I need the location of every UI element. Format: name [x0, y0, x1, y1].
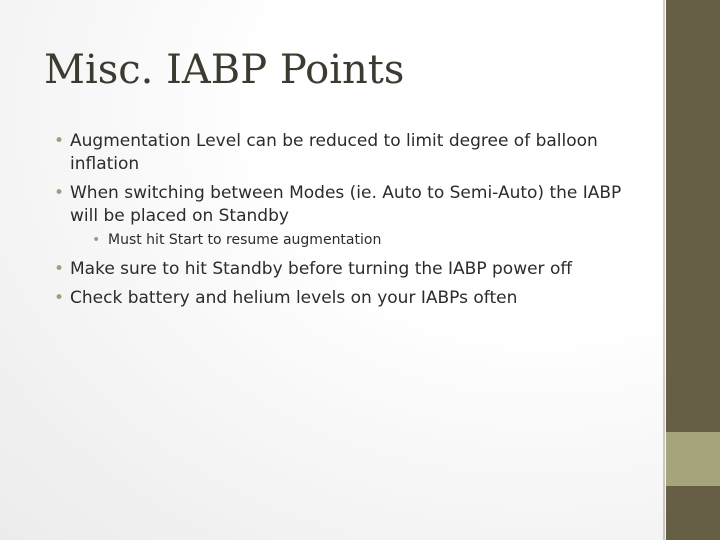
- bullet-item: [52, 287, 642, 310]
- bullet-item: [52, 130, 642, 176]
- bullet-text: Augmentation Level can be reduced to limit degree of balloon inflation: [70, 131, 598, 174]
- bullet-item: [52, 258, 642, 281]
- sub-bullet-text: Must hit Start to resume augmentation: [108, 232, 382, 248]
- sub-bullet-list: [70, 230, 642, 250]
- bullet-dot-icon: •: [54, 131, 65, 151]
- bullet-item: [52, 182, 642, 250]
- bullet-text: When switching between Modes (ie. Auto to Semi-Auto) the IABP will be placed on Standby: [70, 183, 622, 226]
- bullet-dot-icon: •: [54, 288, 65, 308]
- bullet-list: [52, 130, 642, 316]
- sidebar-accent-block: [666, 432, 720, 486]
- sub-bullet-item: [90, 230, 642, 250]
- bullet-dot-icon: •: [54, 259, 65, 279]
- bullet-text: Make sure to hit Standby before turning the IABP power off: [70, 259, 573, 279]
- slide-title: Misc. IABP Points: [44, 47, 405, 93]
- bullet-dot-icon: •: [54, 183, 65, 203]
- sub-bullet-dot-icon: •: [92, 232, 101, 248]
- sidebar-divider: [663, 0, 665, 540]
- bullet-text: Check battery and helium levels on your IABPs often: [70, 288, 518, 308]
